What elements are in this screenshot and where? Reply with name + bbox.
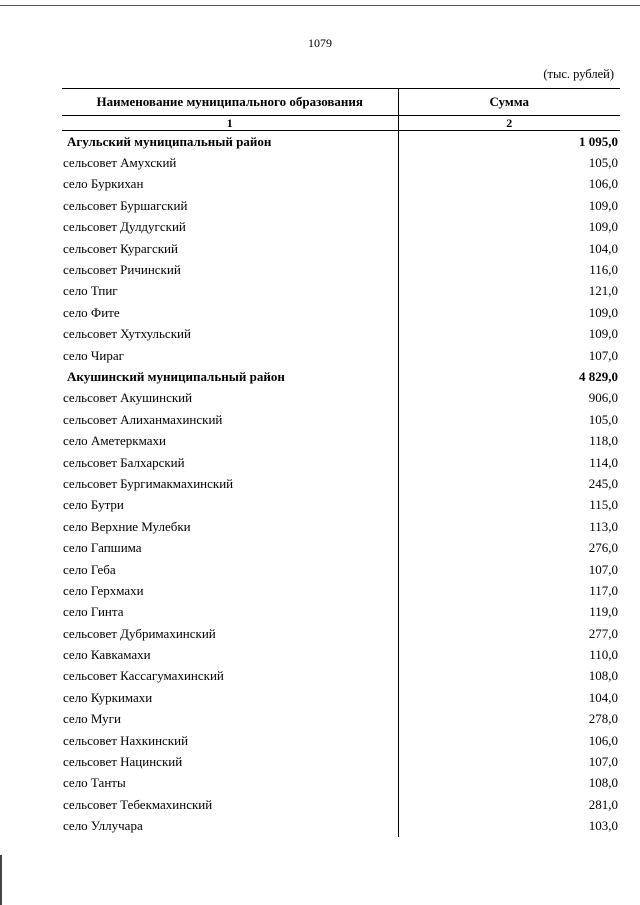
table-row — [62, 281, 620, 302]
municipality-name: село Фите — [62, 302, 398, 323]
amount-value: 106,0 — [588, 176, 618, 192]
municipality-name: сельсовет Амухский — [62, 152, 398, 173]
table-row — [62, 430, 620, 451]
amount-value: 104,0 — [588, 689, 618, 705]
amount-value: 110,0 — [589, 647, 618, 663]
amount-value: 281,0 — [588, 796, 618, 812]
column-number-row — [62, 116, 620, 131]
municipality-name: сельсовет Бургимакмахинский — [62, 473, 398, 494]
table-body — [62, 131, 620, 837]
table-row — [62, 195, 620, 216]
table-row — [62, 644, 620, 665]
district-row — [62, 131, 620, 153]
table-row — [62, 217, 620, 238]
table-row — [62, 174, 620, 195]
amount-value: 109,0 — [588, 219, 618, 235]
amount-value: 119,0 — [589, 604, 618, 620]
table-row — [62, 409, 620, 430]
amount-value: 108,0 — [588, 668, 618, 684]
column-number-2: 2 — [398, 116, 620, 131]
municipality-name: село Верхние Мулебки — [62, 516, 398, 537]
municipality-name: село Танты — [62, 773, 398, 794]
table-header — [62, 89, 620, 131]
table-row — [62, 559, 620, 580]
amount-value: 109,0 — [588, 326, 618, 342]
table-row — [62, 302, 620, 323]
municipality-name: сельсовет Кассагумахинский — [62, 666, 398, 687]
table-row — [62, 816, 620, 837]
page-number: 1079 — [308, 36, 332, 50]
amount-value: 113,0 — [589, 518, 618, 534]
amount-value: 107,0 — [588, 347, 618, 363]
table-row — [62, 580, 620, 601]
amount-value: 277,0 — [588, 625, 618, 641]
table-row — [62, 709, 620, 730]
municipality-name: село Гапшима — [62, 537, 398, 558]
page-edge-mark — [0, 855, 2, 905]
municipality-name: село Буркихан — [62, 174, 398, 195]
table-row — [62, 452, 620, 473]
district-amount: 1 095,0 — [579, 133, 618, 149]
municipality-name: село Куркимахи — [62, 687, 398, 708]
table-row — [62, 152, 620, 173]
table-row — [62, 730, 620, 751]
amount-value: 107,0 — [588, 561, 618, 577]
municipality-name: сельсовет Ричинский — [62, 259, 398, 280]
amount-value: 245,0 — [588, 475, 618, 491]
amount-value: 278,0 — [588, 711, 618, 727]
amount-value: 104,0 — [588, 240, 618, 256]
amount-value: 118,0 — [589, 433, 618, 449]
amount-value: 108,0 — [588, 775, 618, 791]
table-row — [62, 623, 620, 644]
municipality-name: сельсовет Дубримахинский — [62, 623, 398, 644]
municipality-name: село Бутри — [62, 495, 398, 516]
table-row — [62, 473, 620, 494]
municipality-name: сельсовет Акушинский — [62, 388, 398, 409]
amount-value: 114,0 — [589, 454, 618, 470]
amount-value: 117,0 — [589, 582, 618, 598]
table-row — [62, 345, 620, 366]
amount-value: 109,0 — [588, 197, 618, 213]
municipality-name: сельсовет Хутхульский — [62, 324, 398, 345]
table-row — [62, 388, 620, 409]
municipality-name: село Герхмахи — [62, 580, 398, 601]
top-scan-rule — [0, 5, 640, 6]
table-row — [62, 537, 620, 558]
district-row — [62, 366, 620, 387]
header-amount: Сумма — [398, 89, 620, 116]
municipality-name: сельсовет Курагский — [62, 238, 398, 259]
municipality-name: сельсовет Нацинский — [62, 751, 398, 772]
amount-value: 121,0 — [588, 283, 618, 299]
units-label: (тыс. рублей) — [543, 67, 614, 81]
amount-value: 276,0 — [588, 540, 618, 556]
amount-value: 105,0 — [588, 155, 618, 171]
table-row — [62, 602, 620, 623]
municipality-name: сельсовет Алиханмахинский — [62, 409, 398, 430]
amount-value: 116,0 — [589, 262, 618, 278]
municipality-name: село Аметеркмахи — [62, 430, 398, 451]
municipality-name: село Гинта — [62, 602, 398, 623]
amount-value: 109,0 — [588, 304, 618, 320]
district-name: Акушинский муниципальный район — [62, 366, 398, 387]
district-name: Агульский муниципальный район — [62, 131, 398, 153]
table-row — [62, 238, 620, 259]
amount-value: 107,0 — [588, 754, 618, 770]
municipality-name: село Муги — [62, 709, 398, 730]
amount-value: 105,0 — [588, 411, 618, 427]
municipality-name: сельсовет Нахкинский — [62, 730, 398, 751]
table-row — [62, 516, 620, 537]
municipality-name: село Чираг — [62, 345, 398, 366]
municipality-name: сельсовет Тебекмахинский — [62, 794, 398, 815]
amount-value: 906,0 — [588, 390, 618, 406]
table-row — [62, 324, 620, 345]
amount-value: 115,0 — [589, 497, 618, 513]
municipality-name: село Тпиг — [62, 281, 398, 302]
table-row — [62, 751, 620, 772]
amount-value: 103,0 — [588, 818, 618, 834]
column-number-1: 1 — [62, 116, 398, 131]
table-row — [62, 773, 620, 794]
header-row — [62, 89, 620, 116]
municipality-name: сельсовет Буршагский — [62, 195, 398, 216]
municipality-name: село Уллучара — [62, 816, 398, 837]
municipality-name: сельсовет Балхарский — [62, 452, 398, 473]
table-row — [62, 687, 620, 708]
municipality-name: село Геба — [62, 559, 398, 580]
municipality-name: село Кавкамахи — [62, 644, 398, 665]
table-row — [62, 495, 620, 516]
allocation-table — [62, 88, 620, 837]
table-row — [62, 794, 620, 815]
district-amount: 4 829,0 — [579, 368, 618, 384]
amount-value: 106,0 — [588, 732, 618, 748]
table-row — [62, 666, 620, 687]
header-name: Наименование муниципального образования — [62, 89, 398, 116]
table-row — [62, 259, 620, 280]
municipality-name: сельсовет Дулдугский — [62, 217, 398, 238]
